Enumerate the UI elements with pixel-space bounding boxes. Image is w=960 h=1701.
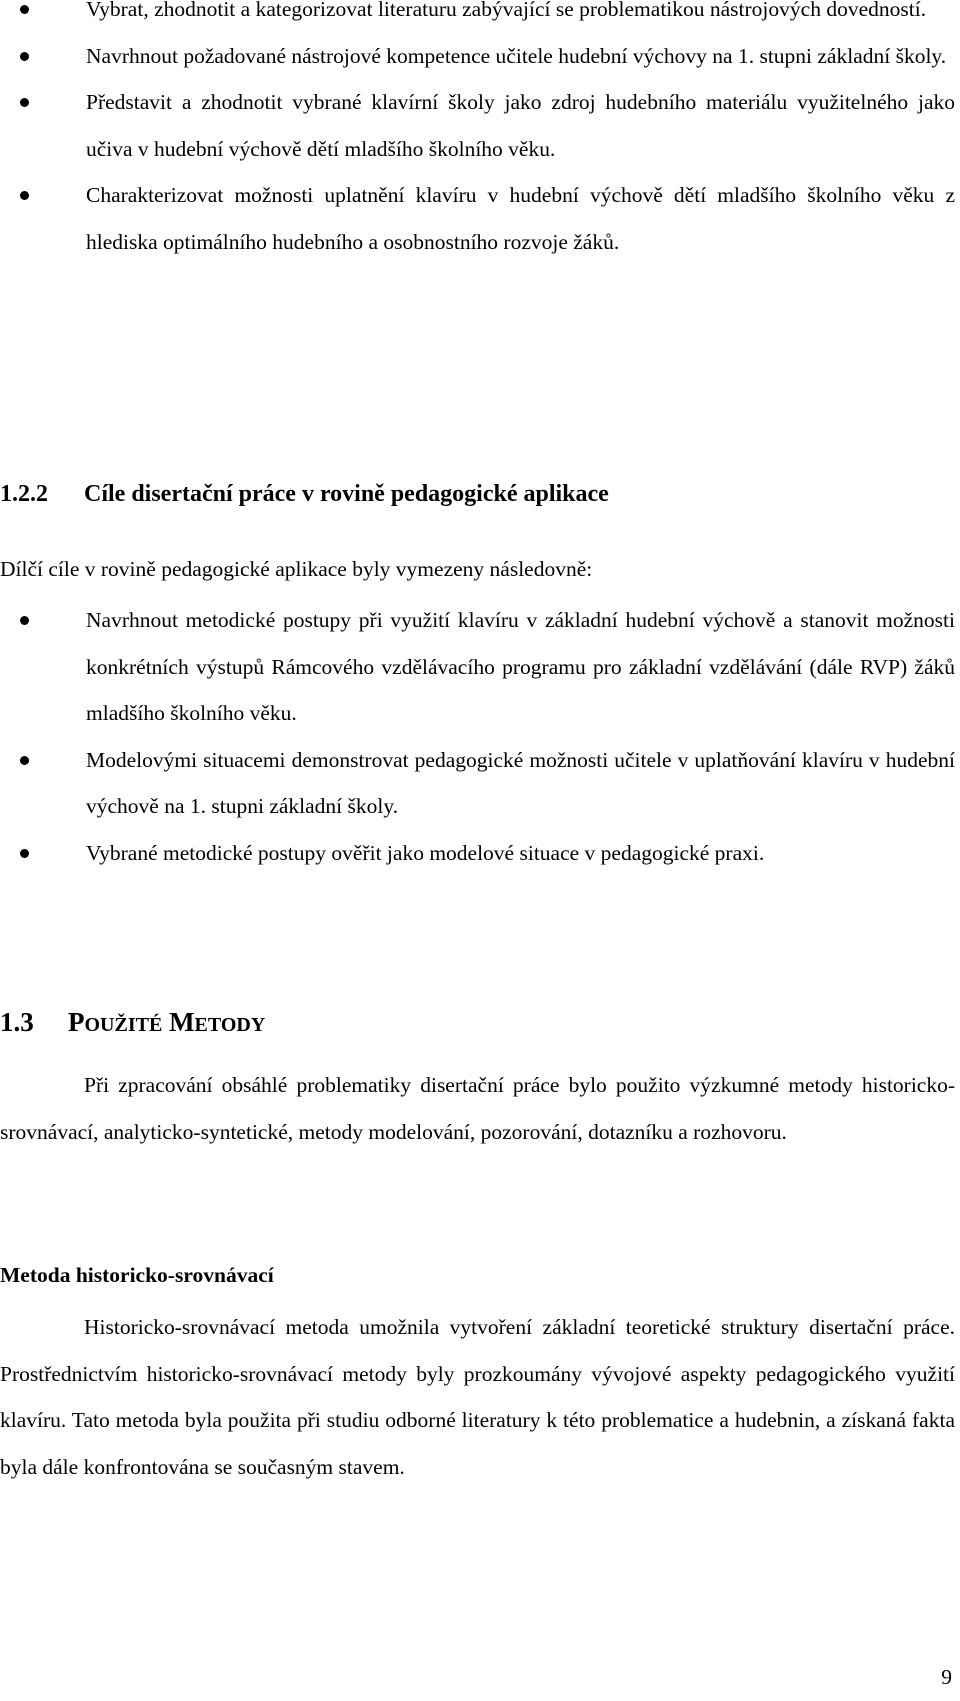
list-item: Navrhnout metodické postupy při využití klavíru v základní hudební výchově a stanovit možnosti konkrétních výstupů Rámcového vzdělávacího programu pro základní vzdělávání (dále RVP) žáků mladšího školního věku. [0, 597, 955, 737]
list-item: Představit a zhodnotit vybrané klavírní školy jako zdroj hudebního materiálu využitelného jako učiva v hudební výchově dětí mladšího školního věku. [0, 79, 955, 172]
pedagogical-goals-list [0, 597, 955, 876]
section-title-initial: M [169, 1007, 195, 1037]
list-item: Vybrané metodické postupy ověřit jako modelové situace v pedagogické praxi. [0, 830, 955, 877]
section-heading-1-3 [0, 1004, 265, 1043]
section-heading-1-2-2 [0, 479, 609, 509]
methods-paragraph: Při zpracování obsáhlé problematiky disertační práce bylo použito výzkumné metody historicko-srovnávací, analyticko-syntetické, metody modelování, pozorování, dotazníku a rozhovoru. [0, 1073, 955, 1144]
method-paragraph: Historicko-srovnávací metoda umožnila vytvoření základní teoretické struktury disertační práce. Prostřednictvím historicko-srovnávací metody byly prozkoumány vývojové aspekty pedagogického využití klavíru. Tato metoda byla použita při studiu odborné literatury k této problematice a hudebnin, a získaná fakta byla dále konfrontována se současným stavem. [0, 1315, 955, 1479]
section-title-part: OUŽITÉ [84, 1014, 163, 1036]
section-number: 1.2.2 [0, 481, 48, 507]
bullet-icon [20, 849, 29, 858]
list-item: Vybrat, zhodnotit a kategorizovat literaturu zabývající se problematikou nástrojových dovedností. [0, 0, 955, 33]
section-title-initial: P [68, 1007, 85, 1037]
bullet-icon [20, 5, 29, 14]
list-item: Navrhnout požadované nástrojové kompetence učitele hudební výchovy na 1. stupni základní školy. [0, 33, 955, 80]
page-number: 9 [941, 1665, 952, 1689]
bullet-icon [20, 98, 29, 107]
bullet-icon [20, 616, 29, 625]
bullet-icon [20, 756, 29, 765]
section-title-part: ETODY [194, 1014, 266, 1036]
section-title: Cíle disertační práce v rovině pedagogické aplikace [84, 481, 609, 507]
list-item: Charakterizovat možnosti uplatnění klavíru v hudební výchově dětí mladšího školního věku z hlediska optimálního hudebního a osobnostního rozvoje žáků. [0, 172, 955, 265]
section-intro: Dílčí cíle v rovině pedagogické aplikace byly vymezeny následovně: [0, 557, 593, 581]
bullet-icon [20, 52, 29, 61]
bullet-icon [20, 191, 29, 200]
goals-list [0, 0, 955, 265]
list-item: Modelovými situacemi demonstrovat pedagogické možnosti učitele v uplatňování klavíru v hudební výchově na 1. stupni základní školy. [0, 737, 955, 830]
section-number: 1.3 [0, 1007, 34, 1037]
subsection-heading: Metoda historicko-srovnávací [0, 1263, 274, 1287]
